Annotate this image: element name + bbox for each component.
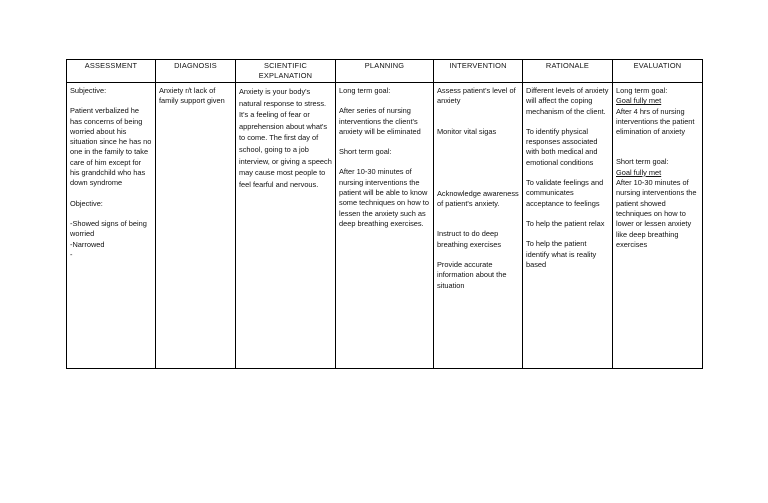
- diagnosis-text: Anxiety r/t lack of family support given: [159, 86, 225, 106]
- evaluation-long-status: Goal fully met: [616, 96, 662, 106]
- planning-long-label: Long term goal:: [339, 86, 391, 95]
- header-scientific-explanation: SCIENTIFIC EXPLANATION: [236, 60, 336, 83]
- header-assessment: ASSESSMENT: [67, 60, 156, 83]
- planning-cell: [336, 83, 434, 369]
- header-intervention: INTERVENTION: [434, 60, 523, 83]
- header-planning: PLANNING: [336, 60, 434, 83]
- rationale-item: To validate feelings and communicates acceptance to feelings: [526, 178, 604, 208]
- evaluation-cell: [613, 83, 703, 369]
- evaluation-long-label: Long term goal:: [616, 86, 668, 95]
- scientific-explanation-text: Anxiety is your body's natural response to stress. It's a feeling of fear or apprehension about what's to come. The first day of school, going to a job interview, or giving a speech may cause most people to feel fearful and nervous.: [239, 87, 332, 189]
- header-row: [67, 60, 703, 83]
- intervention-item: Assess patient's level of anxiety: [437, 86, 516, 106]
- evaluation-short-text: After 10-30 minutes of nursing interventions the patient showed techniques on how to lower or lessen anxiety like deep breathing exercises: [616, 178, 697, 249]
- objective-label: Objective:: [70, 198, 103, 208]
- header-evaluation: EVALUATION: [613, 60, 703, 83]
- intervention-item: Acknowledge awareness of patient's anxiety.: [437, 188, 519, 209]
- objective-item: -Showed signs of being worried: [70, 218, 147, 239]
- assessment-cell: [67, 83, 156, 369]
- planning-short-text: After 10-30 minutes of nursing interventions the patient will be able to know some techniques on how to lessen the anxiety such as deep breathing exercises.: [339, 167, 429, 228]
- evaluation-long-text: After 4 hrs of nursing interventions the patient elimination of anxiety: [616, 106, 695, 137]
- header-rationale: RATIONALE: [523, 60, 613, 83]
- evaluation-short-status: Goal fully met: [616, 167, 662, 177]
- diagnosis-cell: [156, 83, 236, 369]
- header-diagnosis: DIAGNOSIS: [156, 60, 236, 83]
- rationale-item: Different levels of anxiety will affect the coping mechanism of the client.: [526, 86, 609, 116]
- subjective-text: Patient verbalized he has concerns of being worried about his situation since he has no one in the family to take care of him except for his grandchild who has down syndrome: [70, 106, 152, 188]
- intervention-item: Instruct to do deep breathing exercises: [437, 229, 502, 249]
- scientific-explanation-cell: [236, 83, 336, 369]
- planning-long-text: After series of nursing interventions the client's anxiety will be eliminated: [339, 106, 421, 136]
- intervention-item: Provide accurate information about the situation: [437, 260, 507, 290]
- rationale-item: To help the patient identify what is reality based: [526, 239, 597, 269]
- rationale-cell: [523, 83, 613, 369]
- content-row: [67, 83, 703, 369]
- nursing-care-plan-table: [66, 59, 703, 369]
- rationale-item: To help the patient relax: [526, 218, 605, 228]
- evaluation-short-label: Short term goal:: [616, 157, 669, 167]
- intervention-cell: [434, 83, 523, 369]
- objective-item: -Narrowed: [70, 239, 105, 249]
- intervention-item: Monitor vital sigas: [437, 126, 497, 136]
- rationale-item: To identify physical responses associated with both medical and emotional conditions: [526, 126, 598, 167]
- planning-short-label: Short term goal:: [339, 147, 392, 157]
- subjective-label: Subjective:: [70, 86, 107, 95]
- objective-item: -: [70, 249, 73, 259]
